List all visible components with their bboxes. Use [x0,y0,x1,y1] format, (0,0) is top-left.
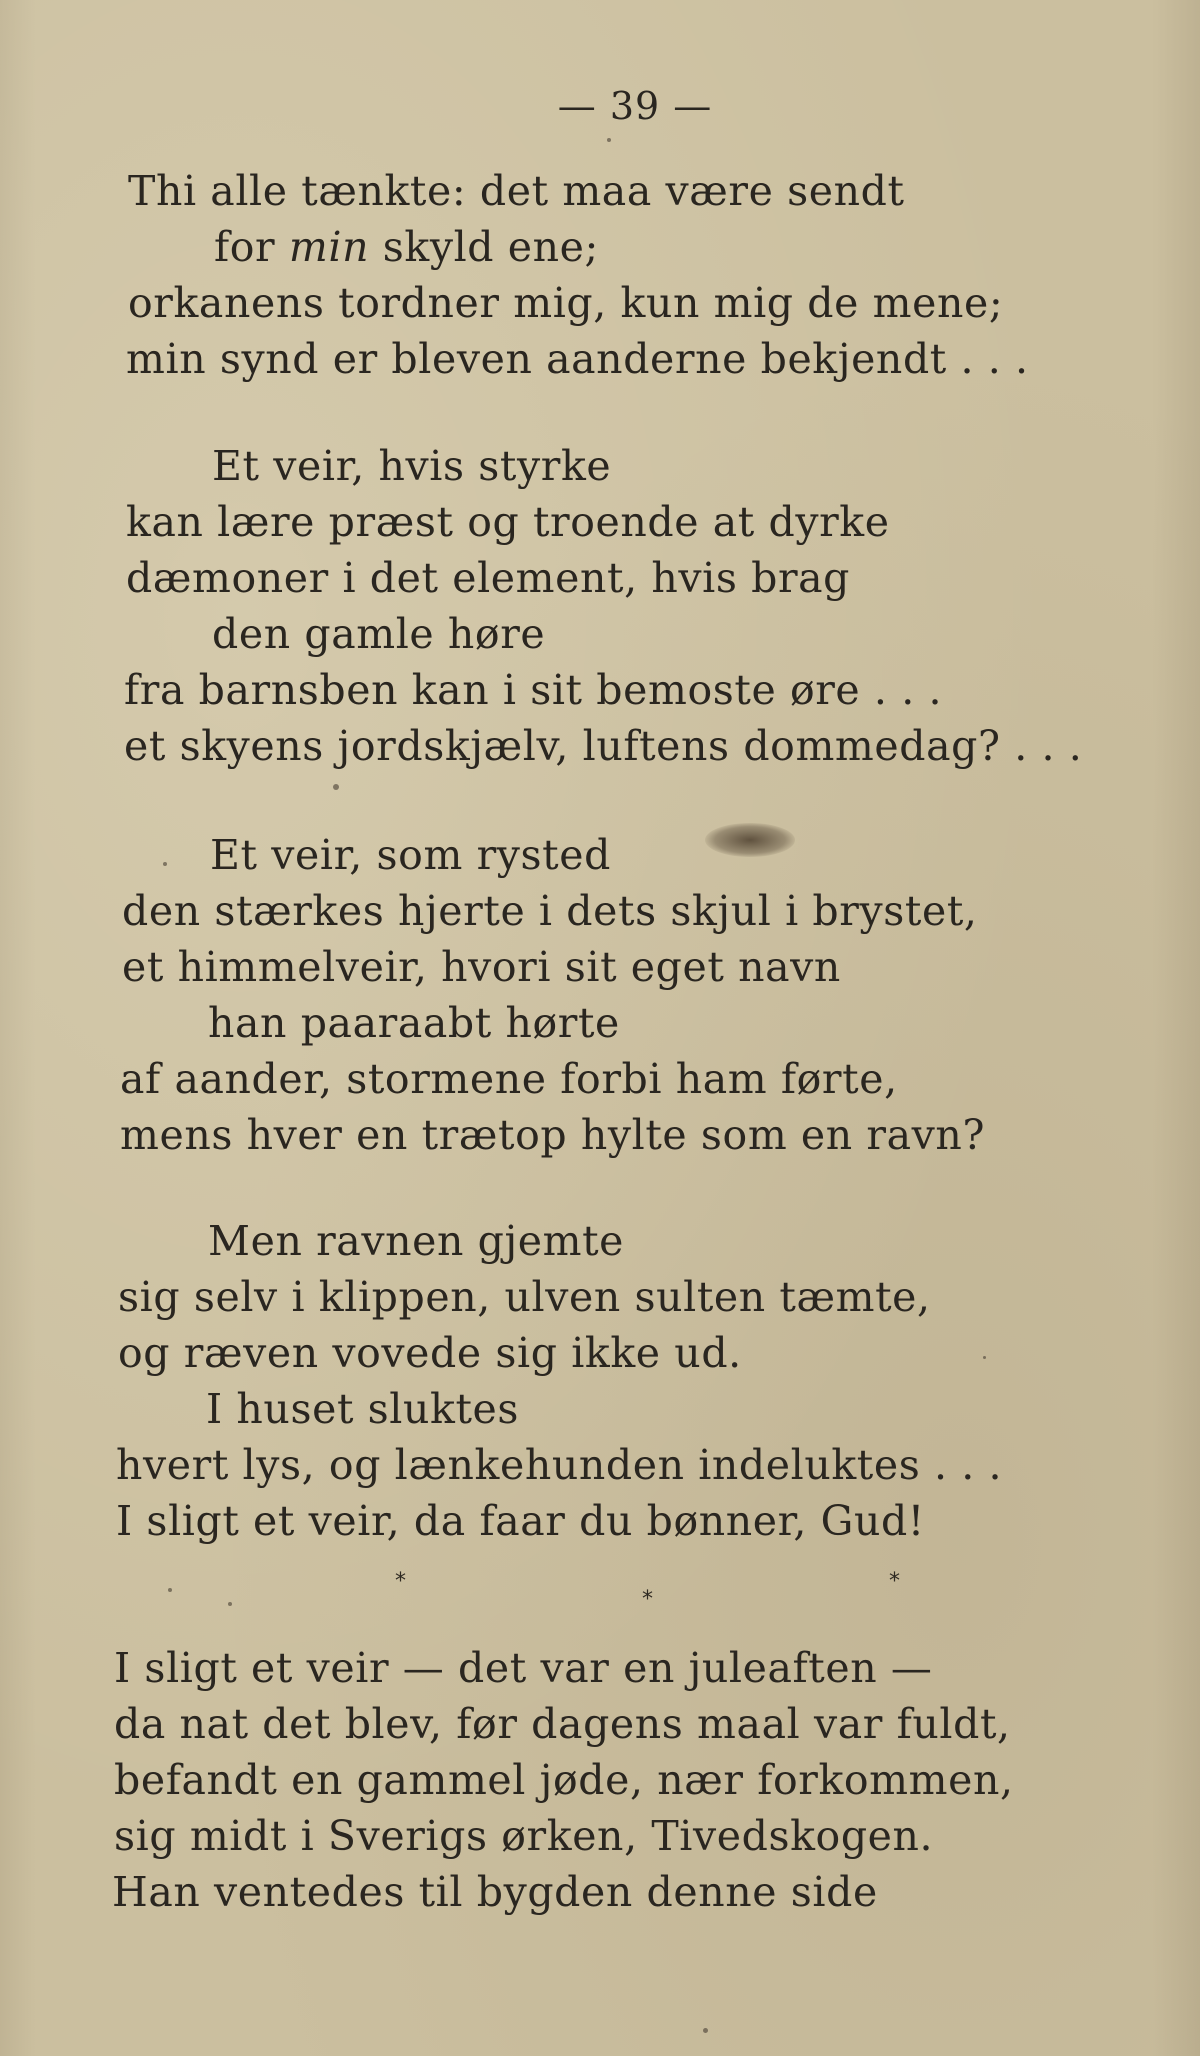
separator-asterisk: * [642,1587,653,1612]
ink-smudge [705,823,795,857]
verse-line: fra barnsben kan i sit bemoste øre . . . [124,666,943,714]
paper-speck [168,1588,172,1592]
paper-speck [703,2028,708,2033]
separator-asterisk: * [889,1569,900,1594]
verse-line: I sligt et veir, da faar du bønner, Gud! [116,1497,925,1545]
verse-line: mens hver en trætop hylte som en ravn? [120,1111,986,1159]
verse-line: et himmelveir, hvori sit eget navn [122,943,841,991]
verse-line: kan lære præst og troende at dyrke [126,498,890,546]
verse-line: orkanens tordner mig, kun mig de mene; [128,279,1004,327]
verse-line: Men ravnen gjemte [208,1217,625,1265]
paper-speck [333,784,339,790]
verse-line: sig selv i klippen, ulven sulten tæmte, [118,1273,931,1321]
verse-word: for [214,223,276,271]
verse-line-rest: skyld ene; [382,223,599,271]
paper-speck [228,1602,232,1606]
verse-line: I huset sluktes [206,1385,520,1433]
page-number: — 39 — [557,84,713,128]
verse-line: Han ventedes til bygden denne side [112,1868,878,1916]
verse-line: min synd er bleven aanderne bekjendt . . . [126,335,1029,383]
emphasized-word: min [288,223,370,271]
paper-speck [983,1356,986,1359]
paper-speck [163,862,167,866]
verse-line: sig midt i Sverigs ørken, Tivedskogen. [114,1812,934,1860]
verse-line: og ræven vovede sig ikke ud. [118,1329,742,1377]
verse-line [214,219,599,275]
verse-line: af aander, stormene forbi ham førte, [120,1055,898,1103]
separator-asterisk: * [395,1569,406,1594]
verse-line: befandt en gammel jøde, nær forkommen, [114,1756,1014,1804]
verse-line: han paaraabt hørte [208,999,620,1047]
verse-line: den gamle høre [212,610,546,658]
verse-line: hvert lys, og lænkehunden indeluktes . . . [116,1441,1003,1489]
verse-line: da nat det blev, før dagens maal var fuldt, [114,1700,1011,1748]
verse-line: den stærkes hjerte i dets skjul i brystet, [122,887,978,935]
paper-speck [607,138,611,142]
verse-line: Et veir, som rysted [210,831,611,879]
verse-line: I sligt et veir — det var en juleaften — [114,1644,933,1692]
verse-line: et skyens jordskjælv, luftens dommedag? . . . [124,722,1083,770]
verse-line: dæmoner i det element, hvis brag [126,554,851,602]
verse-line: Et veir, hvis styrke [212,442,612,490]
verse-line: Thi alle tænkte: det maa være sendt [128,167,905,215]
